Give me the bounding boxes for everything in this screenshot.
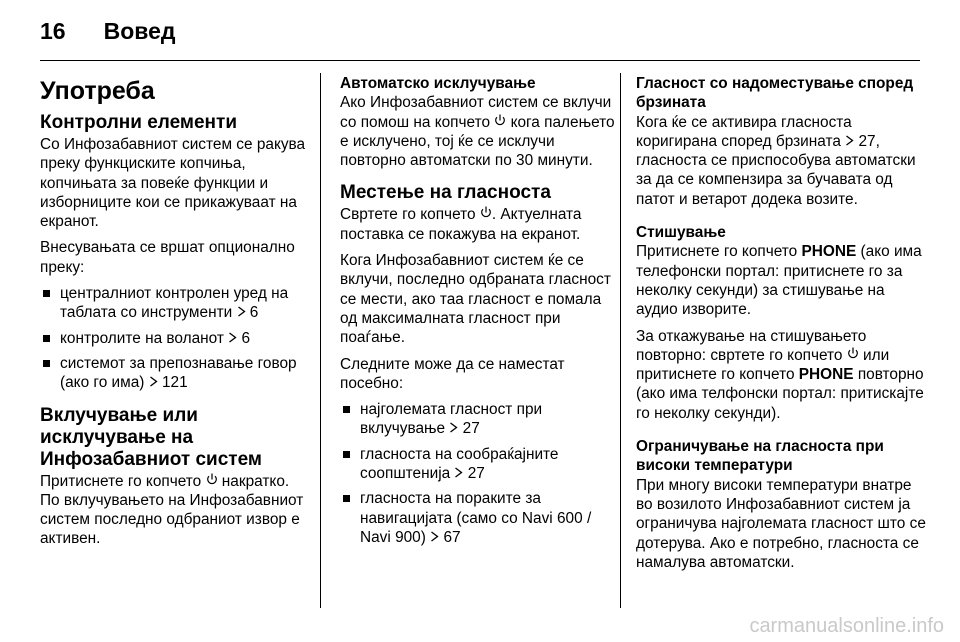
power-knob-icon: [847, 346, 859, 365]
page-reference[interactable]: 67: [443, 528, 461, 546]
paragraph: Ако Инфозабавниот систем се вклучи со помош на копчето кога палењето е исклучено, тој ќе се исклучи повторно автоматски по 30 минути.: [340, 94, 615, 170]
paragraph: Кога Инфозабавниот систем ќе се вклучи, последно одбраната гласност се мести, ако таа гласност е помала од максималната гласност при поаѓање.: [340, 252, 611, 347]
power-knob-icon: [494, 113, 506, 132]
page-reference[interactable]: 27: [467, 465, 485, 483]
page-reference[interactable]: 27: [858, 132, 876, 150]
list-item: системот за препознавање говор (ако го има) 121: [40, 354, 312, 393]
page-reference[interactable]: 121: [161, 374, 188, 392]
section-title: Вовед: [103, 18, 176, 44]
power-knob-icon: [206, 472, 218, 491]
page-reference[interactable]: 6: [241, 329, 251, 347]
heading-speed-volume: Гласност со надоместување според брзината: [636, 75, 914, 112]
page-header: [40, 18, 175, 45]
page-number: 16: [40, 18, 66, 44]
bullet-icon: [43, 335, 50, 342]
page-reference[interactable]: 6: [249, 304, 259, 322]
column-3: [636, 74, 926, 579]
paragraph: За откажување на стишувањето повторно: свртете го копчето или притиснете го копчето PHONE повторно (ако има телфонски портал: притискајте го неколку секунди).: [636, 327, 924, 422]
page-reference-arrow-icon: [449, 419, 458, 438]
bullet-icon: [343, 495, 350, 502]
list-item: гласноста на пораките за навигацијата (само со Navi 600 / Navi 900) 67: [340, 489, 615, 547]
page-reference[interactable]: 27: [462, 420, 480, 438]
list-item: централниот контролен уред на таблата со инструменти 6: [40, 284, 312, 323]
paragraph: Кога ќе се активира гласноста коригирана според брзината 27, гласноста се приспособува автоматски за да се компензира за бучавата од патот и ветарот додека возите.: [636, 113, 916, 208]
bullet-icon: [43, 360, 50, 367]
list-item: најголемата гласност при вклучување 27: [340, 400, 615, 439]
bullet-icon: [343, 406, 350, 413]
page-reference-arrow-icon: [149, 373, 158, 392]
page-reference-arrow-icon: [237, 303, 246, 322]
phone-button-label: PHONE: [801, 243, 857, 261]
paragraph: Со Инфозабавниот систем се ракува преку функциските копчиња, копчињата за повеќе функции и изборниците кои се прикажуваат на екранот.: [40, 136, 306, 231]
page-reference-arrow-icon: [845, 132, 854, 151]
watermark: carmanualsonline.info: [749, 615, 944, 637]
heading-controls: Контролни елементи: [40, 112, 238, 133]
heading-auto-off: Автоматско исклучување: [340, 75, 536, 92]
paragraph: Следните може да се наместат посебно:: [340, 355, 565, 392]
paragraph: Притиснете го копчето накратко. По вклучувањето на Инфозабавниот систем последно одбраниот извор е активен.: [40, 472, 304, 548]
bullet-icon: [343, 451, 350, 458]
paragraph: Притиснете го копчето PHONE (ако има телефонски портал: притиснете го за неколку секунди) за стишување на аудио изворите.: [636, 243, 922, 319]
header-rule: [40, 60, 920, 61]
column-2: [340, 74, 615, 553]
column-divider: [320, 73, 321, 608]
heading-mute: Стишување: [636, 224, 726, 242]
paragraph: Внесувањата се вршат опционално преку:: [40, 239, 295, 276]
list-item: контролите на воланот 6: [40, 329, 312, 348]
column-1: [40, 74, 312, 556]
heading-temperature: Ограничување на гласноста при високи температури: [636, 438, 884, 475]
page-reference-arrow-icon: [430, 528, 439, 547]
heading-volume: Местење на гласноста: [340, 182, 551, 204]
phone-button-label: PHONE: [798, 366, 854, 384]
chapter-title: Употреба: [40, 77, 155, 105]
column-divider: [620, 73, 621, 608]
page-reference-arrow-icon: [228, 329, 237, 348]
heading-on-off: Вклучување или исклучување на Инфозабавниот систем: [40, 404, 262, 470]
list-item: гласноста на сообраќајните соопштенија 27: [340, 445, 615, 484]
paragraph: Свртете го копчето . Актуелната поставка се покажува на екранот.: [340, 206, 582, 243]
page-reference-arrow-icon: [454, 464, 463, 483]
power-knob-icon: [480, 205, 492, 224]
paragraph: При многу високи температури внатре во возилото Инфозабавниот систем ја ограничува најголемата гласност што се дотерува. Ако е потребно, гласноста се намалува автоматски.: [636, 476, 926, 571]
bullet-icon: [43, 290, 50, 297]
